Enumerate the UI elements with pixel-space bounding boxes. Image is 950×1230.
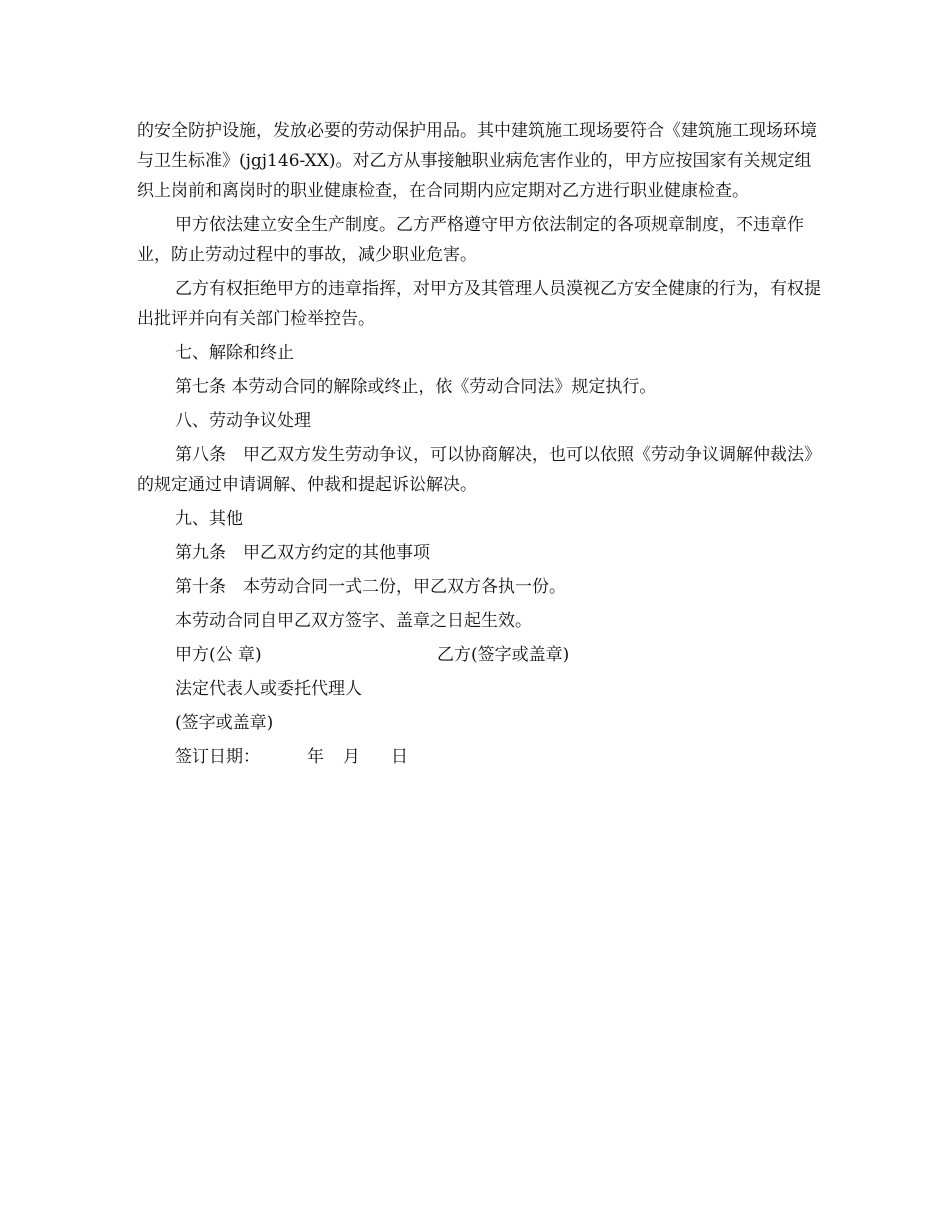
effective-clause: 本劳动合同自甲乙双方签字、盖章之日起生效。 — [175, 611, 532, 631]
article-10: 第十条 本劳动合同一式二份，甲乙双方各执一份。 — [175, 577, 566, 597]
paragraph-safety-system: 甲方依法建立安全生产制度。乙方严格遵守甲方依法制定的各项规章制度，不违章作业，防止劳动过程中的事故，减少职业危害。 — [137, 215, 804, 265]
article-7: 第七条 本劳动合同的解除或终止，依《劳动合同法》规定执行。 — [175, 377, 657, 397]
sign-or-seal-note: (签字或盖章) — [175, 713, 274, 733]
party-b-signature: 乙方(签字或盖章) — [437, 645, 570, 665]
article-8: 第八条 甲乙双方发生劳动争议，可以协商解决，也可以依照《劳动争议调解仲裁法》的规定通过申请调解、仲裁和提起诉讼解决。 — [137, 445, 821, 495]
party-a-seal: 甲方(公 章) — [175, 645, 262, 665]
sign-date-year: 年 — [307, 747, 324, 767]
signature-row — [137, 640, 827, 670]
sign-date-day: 日 — [391, 747, 408, 767]
paragraph-refuse-violation: 乙方有权拒绝甲方的违章指挥，对甲方及其管理人员漠视乙方安全健康的行为，有权提出批评并向有关部门检举控告。 — [137, 279, 821, 329]
sign-date-label: 签订日期： — [175, 747, 260, 767]
article-9: 第九条 甲乙双方约定的其他事项 — [175, 543, 430, 563]
section-heading-dispute: 八、劳动争议处理 — [175, 411, 311, 431]
document-body — [137, 116, 827, 776]
section-heading-termination: 七、解除和终止 — [175, 343, 294, 363]
legal-representative: 法定代表人或委托代理人 — [175, 679, 362, 699]
sign-date-month: 月 — [343, 747, 360, 767]
sign-date-row — [137, 742, 827, 772]
paragraph-safety-facilities: 的安全防护设施，发放必要的劳动保护用品。其中建筑施工现场要符合《建筑施工现场环境与卫生标准》(jgj146-XX)。对乙方从事接触职业病危害作业的，甲方应按国家有关规定组织上岗前和离岗时的职业健康检查，在合同期内应定期对乙方进行职业健康检查。 — [137, 121, 817, 201]
section-heading-other: 九、其他 — [175, 509, 243, 529]
